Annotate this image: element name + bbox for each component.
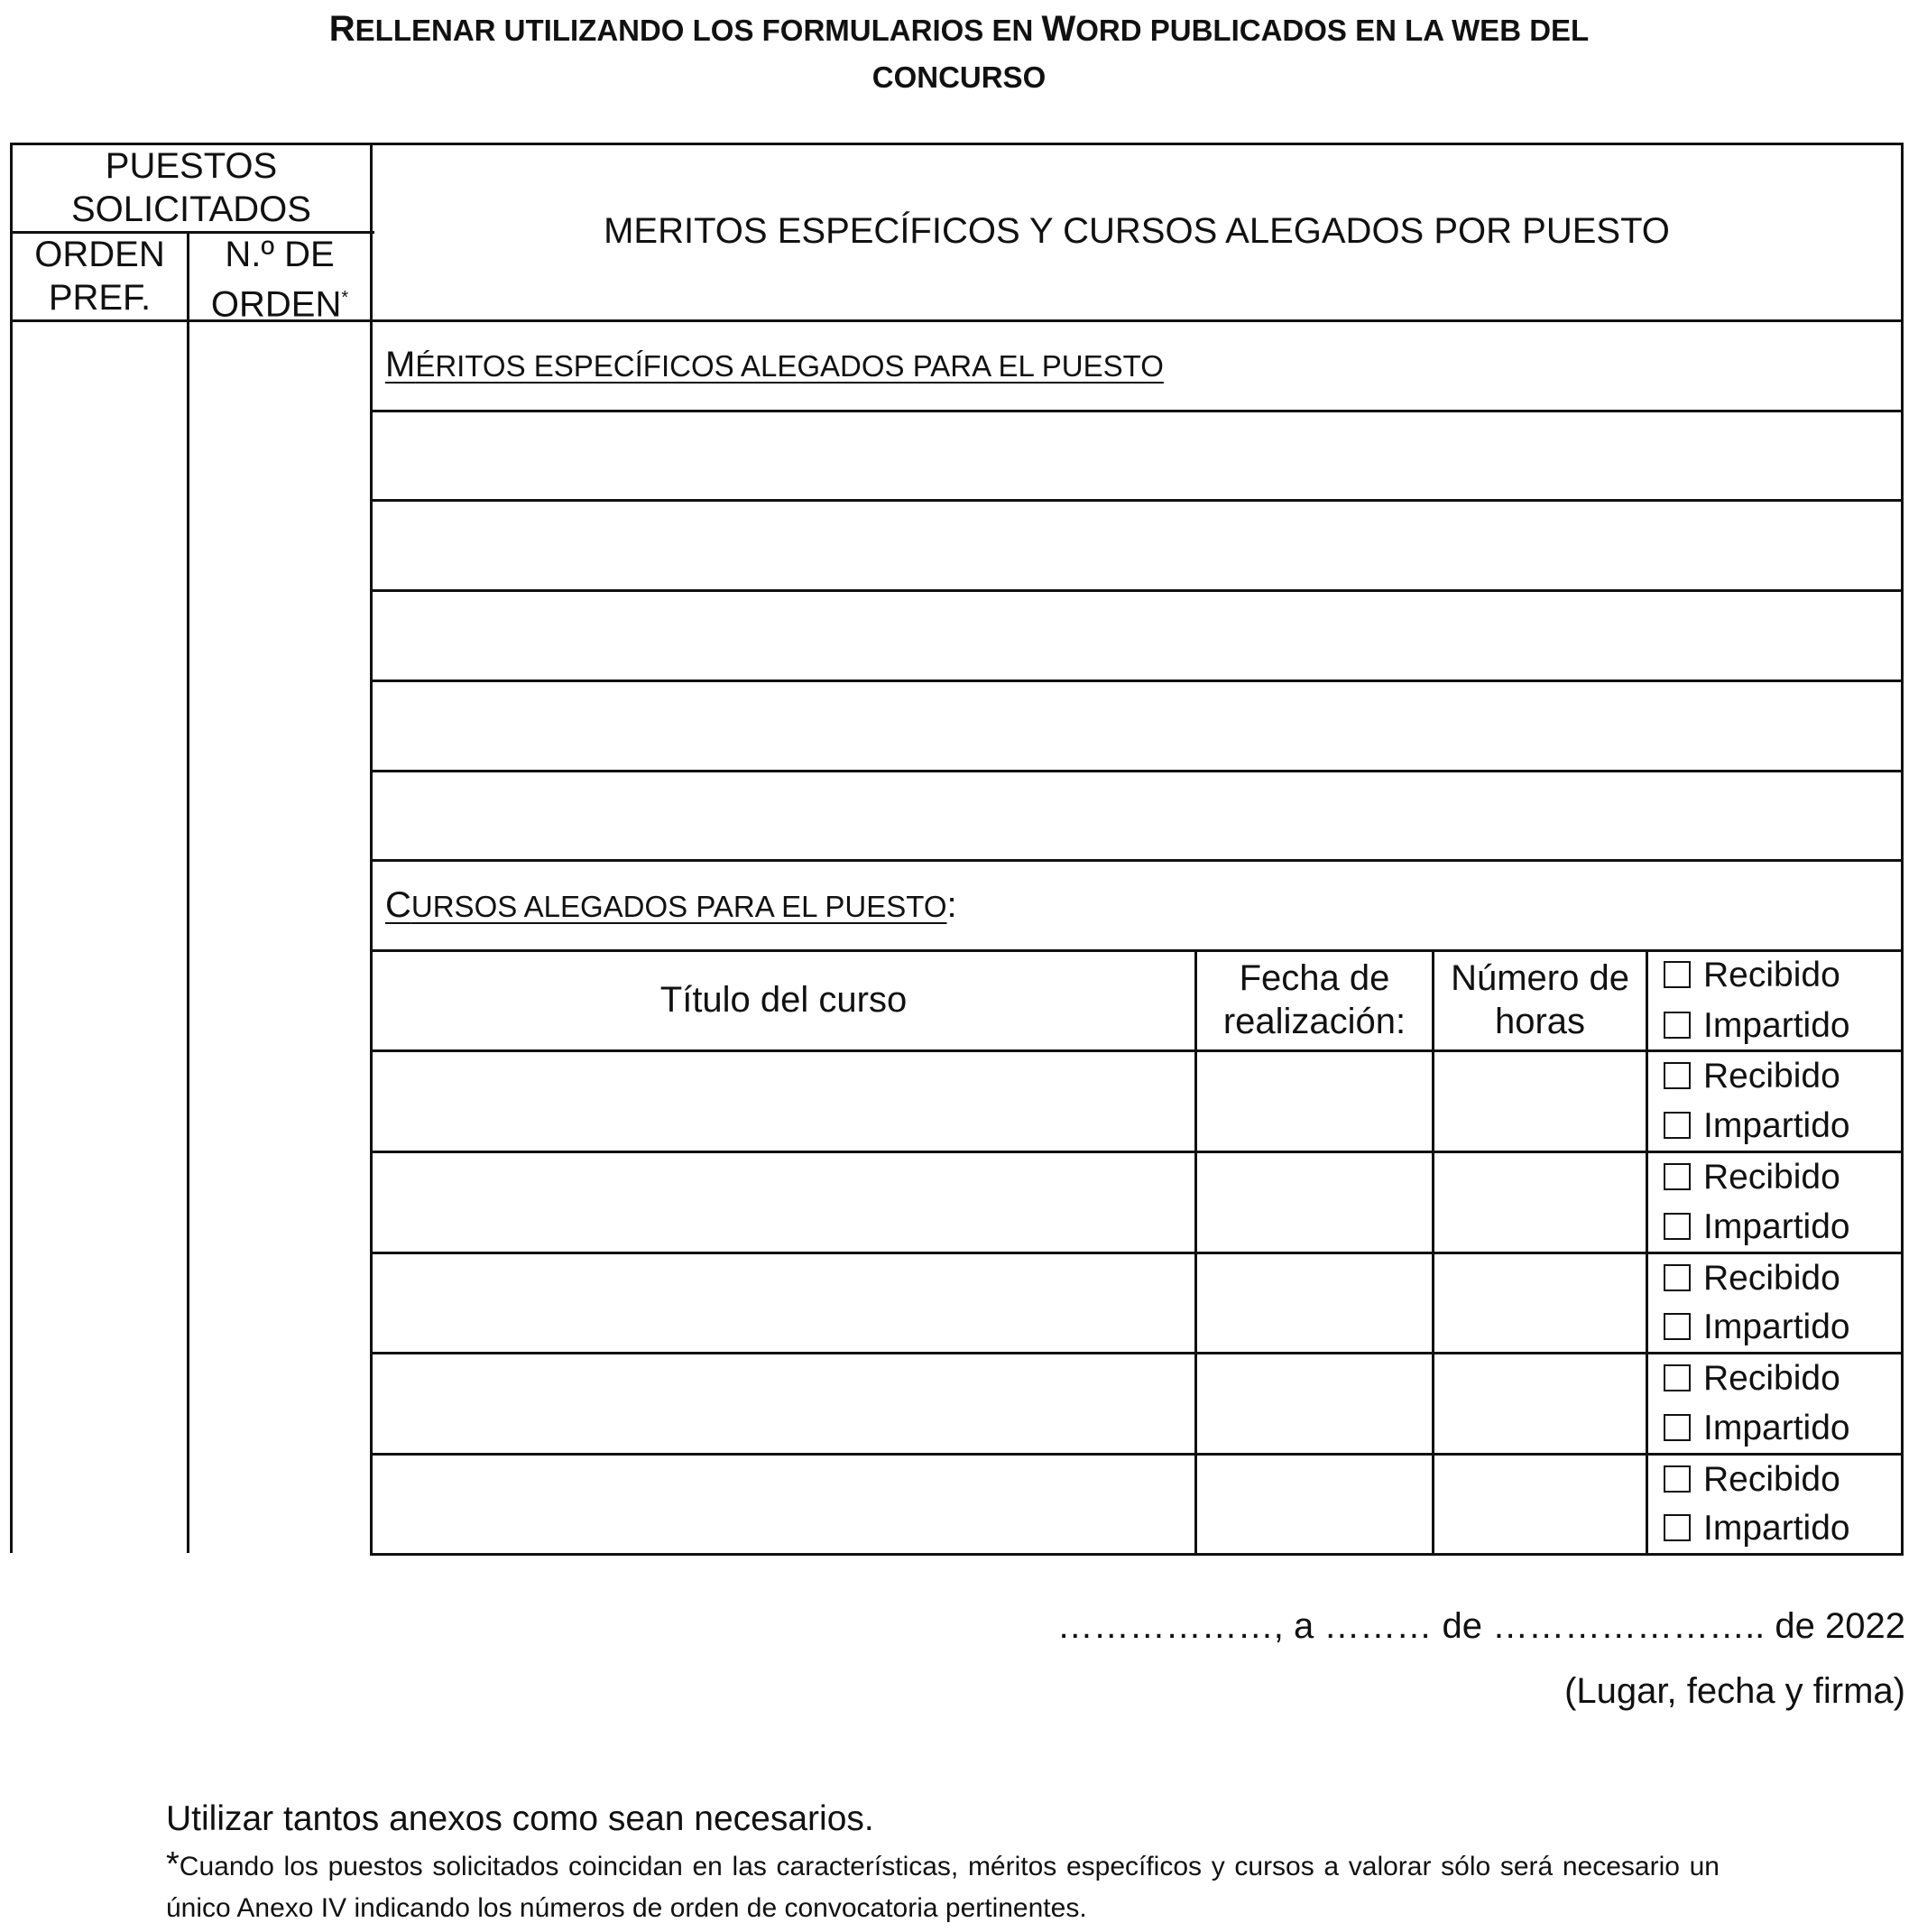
recibido-checkbox[interactable]: Recibido	[1664, 950, 1840, 1001]
impartido-checkbox[interactable]: Impartido	[1664, 1001, 1850, 1051]
impartido-checkbox[interactable]: Impartido	[1664, 1503, 1850, 1554]
cursos-section-label: CURSOS ALEGADOS PARA EL PUESTO:	[385, 885, 957, 925]
checkbox-icon	[1664, 1364, 1691, 1391]
checkbox-icon	[1664, 1514, 1691, 1541]
titulo-curso-header: Título del curso	[659, 980, 908, 1020]
checkbox-icon	[1664, 1264, 1691, 1291]
title-line-2: CONCURSO	[871, 60, 1047, 94]
meritos-header: MERITOS ESPECÍFICOS Y CURSOS ALEGADOS POR PUESTO	[604, 211, 1670, 251]
fecha-realizacion-header: Fecha de realización:	[1222, 958, 1406, 1041]
footnote: *Cuando los puestos solicitados coincidan en las características, méritos específicos y cursos a valorar sólo será necesario un único Anexo IV indicando los números de orden de convocatoria pertinentes.	[166, 1845, 1720, 1923]
recibido-checkbox[interactable]: Recibido	[1664, 1051, 1840, 1102]
checkbox-icon	[1664, 1465, 1691, 1493]
puestos-solicitados-header: PUESTOS SOLICITADOS	[71, 146, 311, 229]
checkbox-icon	[1664, 1012, 1691, 1039]
impartido-checkbox[interactable]: Impartido	[1664, 1202, 1850, 1253]
checkbox-icon	[1664, 1062, 1691, 1089]
checkbox-icon	[1664, 1163, 1691, 1190]
numero-orden-header: N.º DE ORDEN*	[210, 235, 349, 325]
place-date-signature-label: (Lugar, fecha y firma)	[1564, 1671, 1905, 1711]
impartido-checkbox[interactable]: Impartido	[1664, 1403, 1850, 1454]
recibido-checkbox[interactable]: Recibido	[1664, 1354, 1840, 1404]
checkbox-icon	[1664, 961, 1691, 988]
date-line: ………………, a ……… de ………………….. de 2022	[1056, 1606, 1905, 1646]
recibido-checkbox[interactable]: Recibido	[1664, 1455, 1840, 1505]
annex-note: Utilizar tantos anexos como sean necesarios.	[166, 1799, 874, 1838]
checkbox-icon	[1664, 1414, 1691, 1441]
impartido-checkbox[interactable]: Impartido	[1664, 1101, 1850, 1151]
checkbox-icon	[1664, 1112, 1691, 1139]
recibido-checkbox[interactable]: Recibido	[1664, 1253, 1840, 1304]
recibido-checkbox[interactable]: Recibido	[1664, 1152, 1840, 1203]
checkbox-icon	[1664, 1313, 1691, 1340]
checkbox-icon	[1664, 1213, 1691, 1240]
page-title	[0, 5, 1918, 101]
orden-pref-header: ORDEN PREF.	[34, 235, 165, 318]
meritos-section-label: MÉRITOS ESPECÍFICOS ALEGADOS PARA EL PUESTO	[385, 345, 1164, 384]
numero-horas-header: Número de horas	[1451, 958, 1629, 1041]
impartido-checkbox[interactable]: Impartido	[1664, 1302, 1850, 1353]
title-line-1: RELLENAR UTILIZANDO LOS FORMULARIOS EN WORD PUBLICADOS EN LA WEB DEL	[328, 9, 1590, 49]
